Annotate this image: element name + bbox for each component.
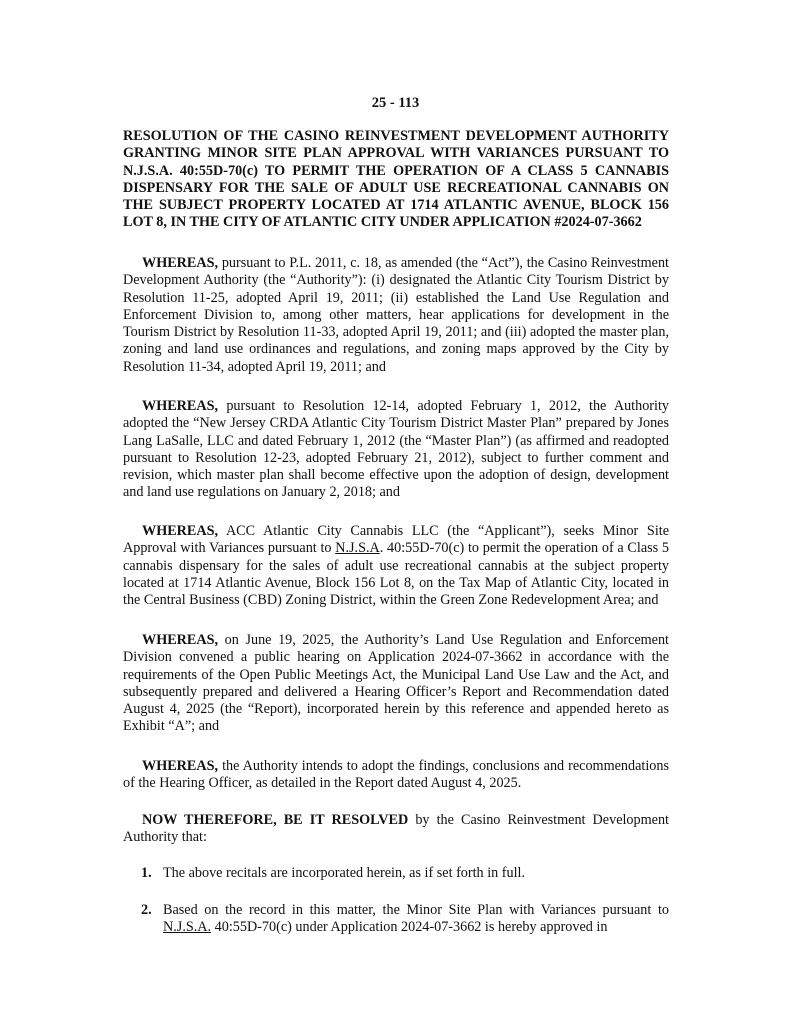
resolved-paragraph bbox=[123, 812, 669, 847]
item-text-part: 40:55D-70(c) under Application 2024-07-3662 is hereby approved in bbox=[211, 919, 608, 936]
resolution-item-1 bbox=[141, 865, 669, 882]
paragraph-lead: WHEREAS, bbox=[142, 398, 219, 414]
whereas-paragraph-3 bbox=[123, 523, 669, 609]
resolution-title: RESOLUTION OF THE CASINO REINVESTMENT DEVELOPMENT AUTHORITY GRANTING MINOR SITE PLAN APPROVAL WITH VARIANCES PURSUANT TO N.J.S.A. 40:55D-70(c) TO PERMIT THE OPERATION OF A CLASS 5 CANNABIS DISPENSARY FOR THE SALE OF ADULT USE RECREATIONAL CANNABIS ON THE SUBJECT PROPERTY LOCATED AT 1714 ATLANTIC AVENUE, BLOCK 156 LOT 8, IN THE CITY OF ATLANTIC CITY UNDER APPLICATION #2024-07-3662 bbox=[123, 128, 669, 231]
paragraph-lead: WHEREAS, bbox=[142, 632, 219, 648]
whereas-paragraph-4 bbox=[123, 632, 669, 736]
item-text: The above recitals are incorporated herein, as if set forth in full. bbox=[163, 865, 526, 881]
resolution-number: 25 - 113 bbox=[371, 95, 420, 111]
item-number: 1. bbox=[141, 865, 152, 881]
paragraph-lead: NOW THEREFORE, BE IT RESOLVED bbox=[142, 812, 409, 828]
paragraph-text: pursuant to Resolution 12-14, adopted February 1, 2012, the Authority adopted the “New Jersey CRDA Atlantic City Tourism District Master Plan” prepared by Jones Lang LaSalle, LLC and dated February 1, 2012 (the “Master Plan”) (as affirmed and readopted pursuant to Resolution 12-23, adopted February 21, 2012), subject to further comment and revision, which master plan shall become effective upon the adoption of design, development and land use regulations on January 2, 2018; and bbox=[123, 398, 669, 501]
resolution-item-2 bbox=[141, 902, 669, 937]
whereas-paragraph-5 bbox=[123, 758, 669, 793]
paragraph-text: pursuant to P.L. 2011, c. 18, as amended (the “Act”), the Casino Reinvestment Development Authority (the “Authority”): (i) designated the Atlantic City Tourism District by Resolution 11-25, adopted April 19, 2011; (ii) established the Land Use Regulation and Enforcement Division to, among other matters, hear applications for development in the Tourism District by Resolution 11-33, adopted April 19, 2011; and (iii) adopted the master plan, zoning and land use ordinances and regulations, and zoning maps approved by the City by Resolution 11-34, adopted April 19, 2011; and bbox=[123, 255, 669, 375]
paragraph-lead: WHEREAS, bbox=[142, 523, 219, 539]
paragraph-text: on June 19, 2025, the Authority’s Land Use Regulation and Enforcement Division convened a public hearing on Application 2024-07-3662 in accordance with the requirements of the Open Public Meetings Act, the Municipal Land Use Law and the Act, and subsequently prepared and delivered a Hearing Officer’s Report and Recommendation dated August 4, 2025 (the “Report), incorporated herein by this reference and appended hereto as Exhibit “A”; and bbox=[123, 632, 669, 735]
paragraph-text: by the Casino Reinvestment Development Authority that: bbox=[123, 812, 669, 846]
item-text-part: Based on the record in this matter, the Minor Site Plan with Variances pursuant to bbox=[163, 902, 669, 918]
whereas-paragraph-2 bbox=[123, 398, 669, 502]
paragraph-lead: WHEREAS, bbox=[142, 758, 219, 774]
paragraph-text: . 40:55D-70(c) to permit the operation of a Class 5 cannabis dispensary for the sales of adult use recreational cannabis at the subject property located at 1714 Atlantic Avenue, Block 156 Lot 8, on the Tax Map of Atlantic City, located in the Central Business (CBD) Zoning District, within the Green Zone Redevelopment Area; and bbox=[123, 540, 669, 609]
paragraph-text: ACC Atlantic City Cannabis LLC (the “Applicant”), seeks Minor Site Approval with Variances pursuant to bbox=[123, 523, 669, 557]
item-text bbox=[163, 902, 669, 937]
whereas-paragraph-1 bbox=[123, 255, 669, 376]
paragraph-lead: WHEREAS, bbox=[142, 255, 219, 271]
statute-reference: N.J.S.A bbox=[335, 540, 380, 557]
statute-reference: N.J.S.A. bbox=[163, 919, 212, 936]
item-number: 2. bbox=[141, 902, 152, 918]
paragraph-text: the Authority intends to adopt the findings, conclusions and recommendations of the Hearing Officer, as detailed in the Report dated August 4, 2025. bbox=[123, 758, 669, 792]
